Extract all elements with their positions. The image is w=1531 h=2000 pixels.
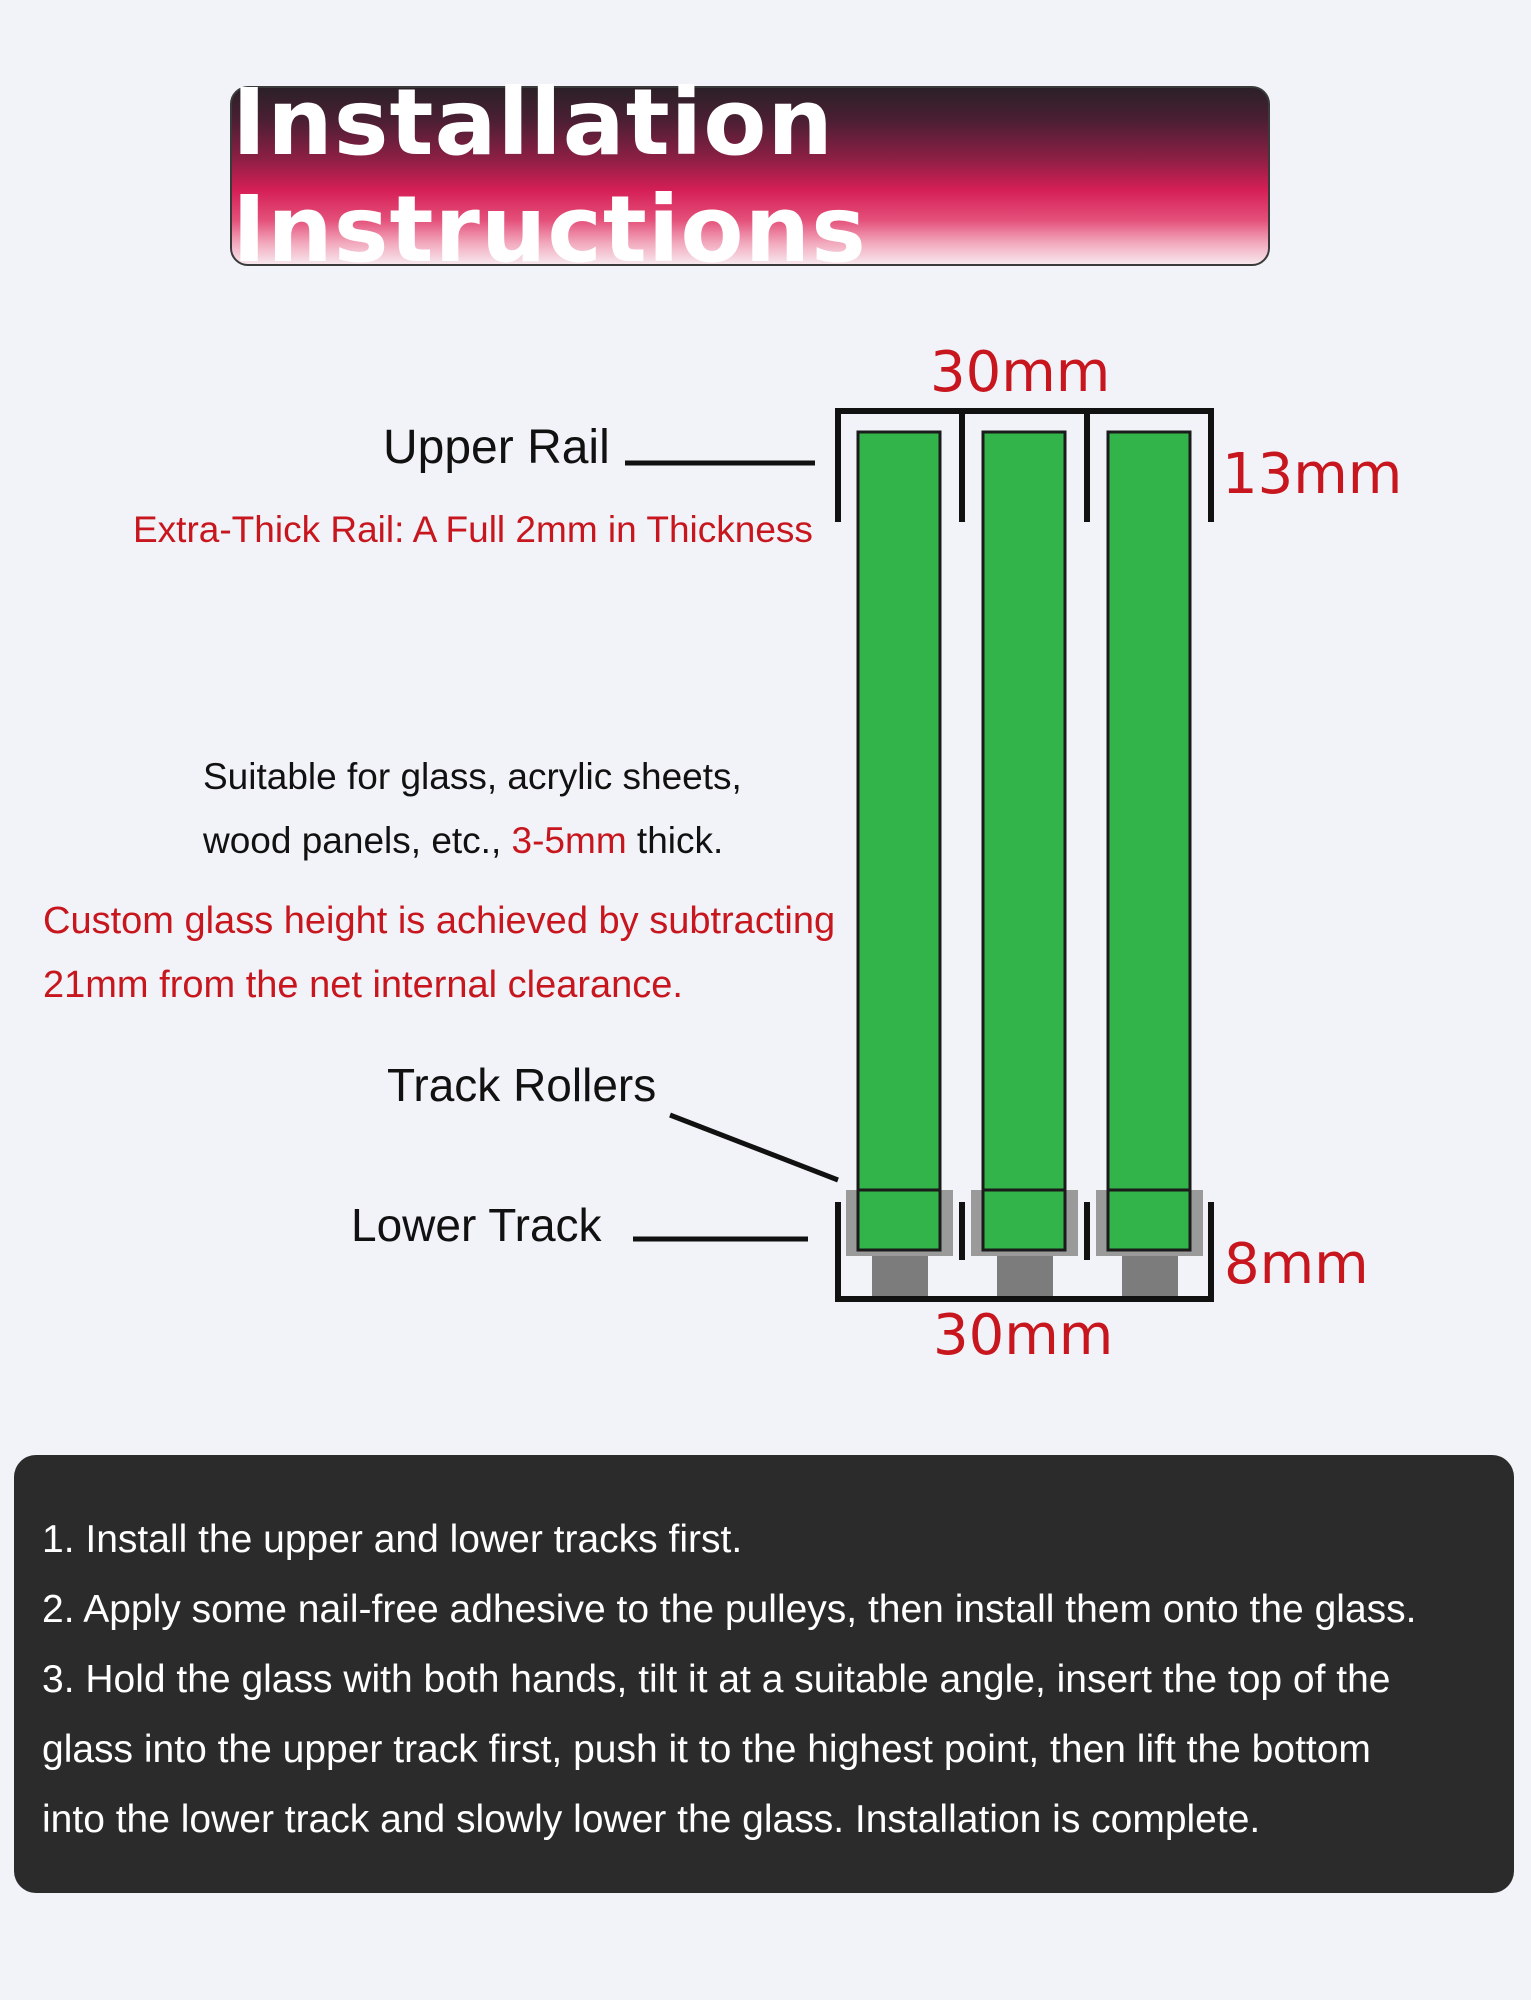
page-title: Installation Instructions [232, 69, 867, 283]
glass-panel-3 [1108, 432, 1190, 1250]
upper-rail-depth-dimension: 13mm [1222, 442, 1403, 507]
step-line: into the lower track and slowly lower the glass. Installation is complete. [42, 1798, 1261, 1841]
track-rollers-leader [670, 1115, 838, 1180]
glass-panel-1 [858, 432, 940, 1250]
step-line: glass into the upper track first, push it to the highest point, then lift the bottom [42, 1728, 1371, 1771]
lower-track-label: Lower Track [351, 1199, 602, 1251]
suitability-prefix: wood panels, etc., [203, 820, 512, 861]
track-rollers-label: Track Rollers [387, 1059, 657, 1111]
extra-thick-note: Extra-Thick Rail: A Full 2mm in Thickness [133, 509, 813, 550]
step-line: 2. Apply some nail-free adhesive to the pulleys, then install them onto the glass. [42, 1588, 1417, 1631]
installation-steps-panel [14, 1455, 1514, 1893]
glass-panel-2 [983, 432, 1065, 1250]
suitability-line-2 [203, 820, 723, 862]
glass-panels [858, 432, 1190, 1250]
step-line: 3. Hold the glass with both hands, tilt it at a suitable angle, insert the top of the [42, 1658, 1391, 1701]
upper-rail-label: Upper Rail [383, 421, 610, 474]
suitability-suffix: thick. [626, 820, 724, 861]
thickness-range: 3-5mm [511, 820, 627, 861]
top-width-dimension: 30mm [930, 340, 1111, 405]
bottom-width-dimension: 30mm [933, 1303, 1114, 1368]
step-line: 1. Install the upper and lower tracks first. [42, 1518, 743, 1561]
custom-height-note-line-1: Custom glass height is achieved by subtracting [43, 900, 836, 942]
custom-height-note-line-2: 21mm from the net internal clearance. [43, 964, 683, 1006]
suitability-line-1: Suitable for glass, acrylic sheets, [203, 756, 742, 797]
lower-track-depth-dimension: 8mm [1224, 1232, 1369, 1297]
